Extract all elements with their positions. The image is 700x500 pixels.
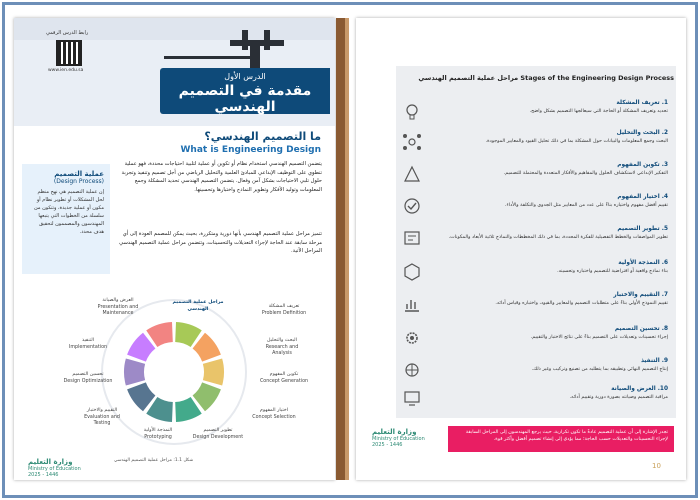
stage-desc: بناء نماذج واقعية أو افتراضية للتصميم واختباره وتحسينه. xyxy=(557,269,668,274)
stage-title: 9. التنفيذ xyxy=(640,358,668,364)
lesson-label: الدرس الأول xyxy=(224,72,266,81)
definition-title: عملية التصميم xyxy=(54,170,104,178)
stage-title: 10. العرض والصيانة xyxy=(611,386,668,392)
iteration-note: تجدر الإشارة إلى أن عملية التصميم عادةً ما تكون تكرارية، حيث يرجع المهندسون إلى المراحل السابقة لإجراء التحسينات والتعديلات حسب الحاجة؛ مما يؤدي إلى إنشاء تصميم أفضل وأكثر قوة. xyxy=(448,426,674,452)
ministry-sub: Ministry of Education xyxy=(372,436,425,442)
ministry-year: 2025 - 1446 xyxy=(28,472,59,478)
section-title-ar: ما التصميم الهندسي؟ xyxy=(204,130,321,143)
stage-desc: البحث وجمع المعلومات والبيانات حول المشكلة بما في ذلك تحليل القيود والمعايير الموجودة. xyxy=(485,139,668,144)
stage-title: 4. اختيار المفهوم xyxy=(617,194,668,200)
book-spine-edge xyxy=(345,18,349,480)
stage-item xyxy=(398,98,674,128)
ring-segment xyxy=(124,358,145,385)
stage-item xyxy=(398,324,674,354)
stage-item xyxy=(398,160,674,190)
chart-icon xyxy=(402,294,422,314)
qr-label: رابط الدرس الرقمي xyxy=(46,30,89,36)
stage-desc: مراقبة التصميم وصيانته بصورة دورية وتقييم أدائه. xyxy=(569,395,668,400)
check-icon xyxy=(402,196,422,216)
stage-desc: تقييم أفضل مفهوم واختياره بناءً على عدد من المعايير مثل الجدوى والتكلفة والأداء. xyxy=(504,203,668,208)
cycle-label: تعريف المشكلة Problem Definition xyxy=(261,304,307,316)
stage-desc: التفكير الإبداعي لاستكشاف الحلول والمفاهيم والأفكار المتعددة والمحتملة للتصميم. xyxy=(503,171,668,176)
ministry-logo xyxy=(372,428,432,448)
stage-title: 1. تعريف المشكلة xyxy=(616,100,668,106)
stage-title: 7. التقييم والاختبار xyxy=(613,292,668,298)
cycle-label: تحسين التصميم Design Optimization xyxy=(63,372,113,384)
stage-item xyxy=(398,290,674,320)
diagram-caption: شكل 1.1: مراحل عملية التصميم الهندسي xyxy=(114,458,194,463)
left-page xyxy=(14,18,335,480)
lesson-title: مقدمة في التصميم الهندسي xyxy=(178,83,312,115)
ministry-logo xyxy=(28,458,88,478)
ministry-name: وزارة التعليم xyxy=(28,458,73,466)
ring-center xyxy=(146,344,202,400)
stage-title: 8. تحسين التصميم xyxy=(614,326,668,332)
definition-box xyxy=(22,164,110,274)
idea-icon xyxy=(402,164,422,184)
stage-desc: إنتاج التصميم النهائي وتطبيقه بما يتطلبه من تصنيع وتركيب وغير ذلك. xyxy=(531,367,668,372)
stage-desc: تقييم النموذج الأولي بناءً على متطلبات التصميم والمعايير والقيود، واختباره وقياس أدائه. xyxy=(495,301,668,306)
stage-item xyxy=(398,192,674,222)
page-number: 10 xyxy=(652,462,661,470)
cycle-label: تكوين المفهوم Concept Generation xyxy=(259,372,309,384)
cycle-label: التقييم والاختبار Evaluation and Testing xyxy=(84,408,120,426)
cycle-label: البحث والتحليل Research and Analysis xyxy=(265,338,299,356)
stage-item xyxy=(398,128,674,158)
stage-title: 6. النمذجة الأولية xyxy=(618,260,668,266)
stage-item xyxy=(398,224,674,254)
cycle-label: العرض والصيانة Presentation and Maintenance xyxy=(97,298,139,316)
cycle-label: تطوير التصميم Design Development xyxy=(192,428,244,440)
definition-title-en: (Design Process) xyxy=(53,178,104,185)
cube-icon xyxy=(402,262,422,282)
stage-title: 2. البحث والتحليل xyxy=(616,130,668,136)
stage-item xyxy=(398,258,674,288)
settings-icon xyxy=(402,360,422,380)
qr-code-icon[interactable] xyxy=(56,40,82,66)
ring-segment xyxy=(203,358,224,385)
stage-title: 3. تكوين المفهوم xyxy=(617,162,668,168)
ministry-name: وزارة التعليم xyxy=(372,428,417,436)
stages-paragraph: تتميز مراحل عملية التصميم الهندسي بأنها دورية ومتكررة، بحيث يمكن للمصمم العودة إلى أي مرحلة سابقة عند الحاجة لإجراء التعديلات والتحسينات، وتتضمن مراحل عملية التصميم الهندسي المراحل الآتية. xyxy=(119,231,322,255)
cycle-label: النمذجة الأولية Prototyping xyxy=(143,428,173,440)
stage-desc: تحديد وتعريف المشكلة أو الحاجة التي سيعالجها التصميم بشكل واضح. xyxy=(529,109,668,114)
ministry-year: 2025 - 1446 xyxy=(372,442,403,448)
design-cycle-diagram xyxy=(22,290,327,460)
gear-icon xyxy=(402,328,422,348)
blueprint-icon xyxy=(402,228,422,248)
network-icon xyxy=(402,132,422,152)
monitor-icon xyxy=(402,388,422,408)
header-band xyxy=(14,18,335,40)
cycle-label: اختيار المفهوم Concept Selection xyxy=(252,408,296,420)
stage-desc: تطوير المواصفات والخطط التفصيلية للفكرة المحددة، بما في ذلك المخططات والنماذج ثلاثية الأبعاد والمكونات. xyxy=(448,235,668,240)
stage-title: 5. تطوير التصميم xyxy=(617,226,668,232)
stages-title: مراحل عملية التصميم الهندسي Stages of the Engineering Design Process xyxy=(418,74,674,82)
lesson-title-box xyxy=(160,68,330,114)
right-page xyxy=(356,18,686,480)
cable-decoration xyxy=(242,30,248,50)
ministry-sub: Ministry of Education xyxy=(28,466,81,472)
section-title-en: What is Engineering Design xyxy=(180,145,321,155)
lightbulb-icon xyxy=(402,102,422,122)
cycle-center-title: مراحل عملية التصميم الهندسي xyxy=(172,300,224,312)
stage-item xyxy=(398,384,674,414)
stage-item xyxy=(398,356,674,386)
stage-desc: إجراء تحسينات وتعديلات على التصميم بناءً على نتائج الاختبار والتقييم. xyxy=(530,335,668,340)
cable-decoration xyxy=(164,56,254,59)
book-spine xyxy=(336,18,345,480)
lesson-header xyxy=(14,18,335,126)
cable-decoration xyxy=(264,30,270,50)
intro-paragraph: يتضمن التصميم الهندسي استخدام نظام أو تكوين أو عملية لتلبية احتياجات محددة، فهو عملية تنطوي على التوظيف الإبداعي للمبادئ العلمية والتحليل الرياضي من أجل تصميم وتنفيذ وتجربة حلول تلبي الاحتياجات بشكل آمن وفعال. يتضمن التصميم الهندسي تحديد المشكلة وجمع المعلومات وتوليد الأفكار وتطوير النماذج واختبارها وتحسينها. xyxy=(121,161,322,193)
qr-url[interactable]: www.ien.edu.sa xyxy=(48,68,84,73)
cycle-label: التنفيذ Implementation xyxy=(68,338,108,350)
definition-body: إن عملية التصميم هي نهج منظم لحل المشكلات أو تطوير نظام أو مكون أو عملية جديدة، وتتكون من سلسلة من الخطوات التي يتبعها المهندسون والمصممون لتحقيق هدف محدد. xyxy=(34,189,104,235)
